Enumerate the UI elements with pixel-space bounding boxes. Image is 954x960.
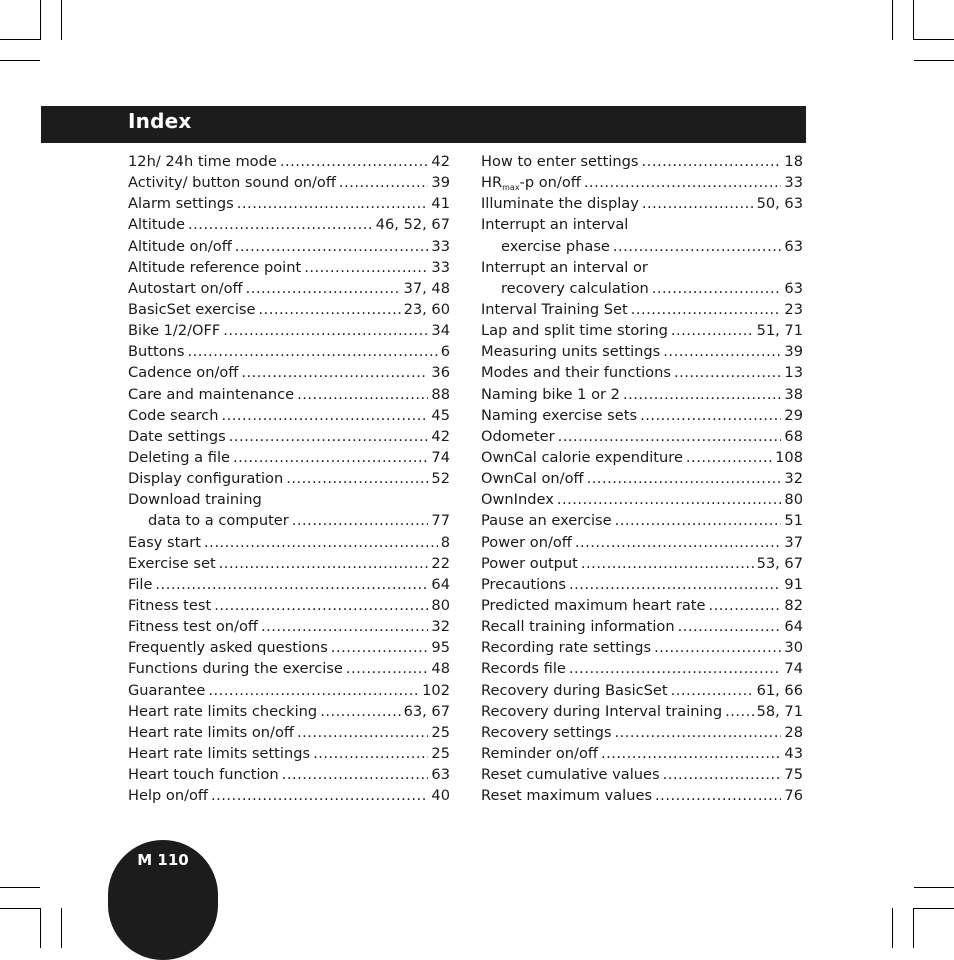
- entry-label: Heart rate limits on/off: [128, 723, 294, 741]
- dot-leader: [686, 447, 772, 468]
- entry-page-number: 53, 67: [756, 554, 803, 572]
- entry-label: Recall training information: [481, 618, 675, 636]
- entry-label: Activity/ button sound on/off: [128, 174, 336, 192]
- index-entry: [128, 341, 450, 362]
- dot-leader: [575, 532, 782, 553]
- entry-label: BasicSet exercise: [128, 300, 256, 318]
- entry-page-number: 64: [784, 618, 803, 636]
- entry-label: Download training: [128, 491, 262, 509]
- dot-leader: [557, 489, 782, 510]
- index-entry: [128, 785, 450, 806]
- crop-mark: [61, 0, 62, 40]
- dot-leader: [569, 574, 781, 595]
- entry-label: OwnCal on/off: [481, 470, 584, 488]
- crop-mark: [914, 39, 954, 40]
- crop-mark: [914, 887, 954, 888]
- entry-label: Guarantee: [128, 681, 206, 699]
- dot-leader: [725, 701, 753, 722]
- entry-label: Interval Training Set: [481, 300, 628, 318]
- entry-label: 12h/ 24h time mode: [128, 153, 277, 170]
- entry-label: Fitness test: [128, 596, 212, 614]
- entry-page-number: 40: [431, 787, 450, 805]
- index-entry: [128, 574, 450, 595]
- entry-label: Functions during the exercise: [128, 660, 343, 678]
- dot-leader: [587, 468, 782, 489]
- entry-label: Autostart on/off: [128, 279, 243, 297]
- crop-mark: [892, 908, 893, 948]
- entry-page-number: 76: [784, 787, 803, 805]
- index-entry: [128, 616, 450, 637]
- dot-leader: [261, 616, 428, 637]
- index-entry: [481, 532, 803, 553]
- dot-leader: [282, 764, 429, 785]
- crop-mark: [61, 908, 62, 948]
- dot-leader: [346, 658, 429, 679]
- entry-page-number: 23: [784, 300, 803, 318]
- index-entry: [481, 574, 803, 595]
- entry-label: Interrupt an interval or: [481, 258, 648, 276]
- entry-label: data to a computer: [148, 512, 289, 530]
- crop-mark: [0, 887, 40, 888]
- dot-leader: [320, 701, 400, 722]
- dot-leader: [304, 257, 428, 278]
- entry-page-number: 108: [775, 448, 803, 466]
- entry-label: Naming bike 1 or 2: [481, 385, 620, 403]
- entry-page-number: 22: [431, 554, 450, 572]
- dot-leader: [674, 362, 781, 383]
- page-title: Index: [128, 109, 192, 133]
- entry-label: Altitude reference point: [128, 258, 302, 276]
- entry-label: Exercise set: [128, 554, 216, 572]
- dot-leader: [663, 341, 781, 362]
- entry-page-number: 38: [784, 385, 803, 403]
- entry-label: Frequently asked questions: [128, 639, 328, 657]
- index-entry: [128, 384, 450, 405]
- entry-page-number: 88: [431, 385, 450, 403]
- index-entry: [128, 257, 450, 278]
- index-entry: [481, 764, 803, 785]
- entry-page-number: 45: [431, 406, 450, 424]
- entry-label: OwnCal calorie expenditure: [481, 448, 683, 466]
- index-entry: [481, 701, 803, 722]
- entry-label: Recovery during Interval training: [481, 702, 723, 720]
- entry-label: Reminder on/off: [481, 744, 598, 762]
- index-entry: [481, 637, 803, 658]
- entry-page-number: 68: [784, 427, 803, 445]
- index-column-left: [128, 151, 450, 806]
- dot-leader: [569, 658, 782, 679]
- entry-label: [481, 172, 581, 193]
- entry-label: recovery calculation: [501, 279, 649, 297]
- entry-label: Recovery settings: [481, 723, 612, 741]
- entry-page-number: 41: [431, 195, 450, 213]
- index-entry: [128, 743, 450, 764]
- index-entry: [481, 193, 803, 214]
- entry-page-number: 33: [431, 237, 450, 255]
- index-entry: [481, 278, 803, 299]
- entry-label: Bike 1/2/OFF: [128, 322, 221, 340]
- entry-page-number: 63: [784, 279, 803, 297]
- index-entry: [481, 320, 803, 341]
- entry-label: Altitude on/off: [128, 237, 232, 255]
- index-entry: [481, 595, 803, 616]
- entry-label: Power output: [481, 554, 578, 572]
- index-entry: [128, 468, 450, 489]
- entry-page-number: 43: [784, 744, 803, 762]
- entry-label: Recovery during BasicSet: [481, 681, 668, 699]
- dot-leader: [237, 193, 429, 214]
- index-entry: [128, 236, 450, 257]
- entry-page-number: 61, 66: [756, 681, 803, 699]
- model-badge: [108, 840, 218, 960]
- entry-label: Fitness test on/off: [128, 618, 258, 636]
- entry-page-number: 33: [784, 174, 803, 192]
- dot-leader: [188, 341, 438, 362]
- dot-leader: [654, 637, 781, 658]
- entry-page-number: 33: [431, 258, 450, 276]
- entry-label: Heart rate limits checking: [128, 702, 318, 720]
- entry-page-number: 32: [431, 618, 450, 636]
- entry-label: Reset cumulative values: [481, 766, 660, 784]
- entry-label: Easy start: [128, 533, 202, 551]
- entry-page-number: 80: [784, 491, 803, 509]
- index-entry: [128, 553, 450, 574]
- dot-leader: [584, 172, 782, 193]
- entry-label: Alarm settings: [128, 195, 234, 213]
- dot-leader: [246, 278, 401, 299]
- entry-label: Precautions: [481, 575, 566, 593]
- index-entry: [128, 595, 450, 616]
- entry-page-number: 25: [431, 744, 450, 762]
- entry-label: Code search: [128, 406, 219, 424]
- dot-leader: [640, 405, 781, 426]
- crop-mark: [913, 908, 914, 948]
- index-entry: [128, 172, 450, 193]
- dot-leader: [623, 384, 781, 405]
- dot-leader: [709, 595, 782, 616]
- index-entry: [128, 320, 450, 341]
- entry-label: Deleting a file: [128, 448, 230, 466]
- entry-label: Recording rate settings: [481, 639, 652, 657]
- crop-mark: [40, 908, 41, 948]
- entry-page-number: 51, 71: [756, 322, 803, 340]
- entry-page-number: 63, 67: [403, 702, 450, 720]
- index-entry: [481, 785, 803, 806]
- dot-leader: [339, 172, 429, 193]
- entry-label: Buttons: [128, 343, 185, 361]
- dot-leader: [601, 743, 781, 764]
- index-entry: [128, 680, 450, 701]
- entry-label-subscript: max: [502, 183, 520, 193]
- entry-page-number: 32: [784, 470, 803, 488]
- index-entry: [481, 151, 803, 172]
- entry-label: Odometer: [481, 427, 555, 445]
- dot-leader: [678, 616, 782, 637]
- dot-leader: [331, 637, 429, 658]
- dot-leader: [188, 214, 373, 235]
- entry-label: Lap and split time storing: [481, 322, 668, 340]
- crop-mark: [913, 0, 914, 40]
- dot-leader: [642, 151, 782, 172]
- entry-label: Heart touch function: [128, 766, 279, 784]
- entry-page-number: 75: [784, 766, 803, 784]
- entry-page-number: 42: [431, 153, 450, 170]
- index-column-right: [481, 151, 803, 806]
- dot-leader: [241, 362, 428, 383]
- index-entry: [128, 489, 450, 510]
- entry-label: Cadence on/off: [128, 364, 239, 382]
- entry-label: Records file: [481, 660, 566, 678]
- crop-mark: [0, 908, 40, 909]
- crop-mark: [40, 0, 41, 40]
- dot-leader: [642, 193, 754, 214]
- index-entry: [128, 447, 450, 468]
- index-header-bar: [41, 106, 806, 143]
- entry-page-number: 30: [784, 639, 803, 657]
- entry-page-number: 48: [431, 660, 450, 678]
- entry-label: Reset maximum values: [481, 787, 653, 805]
- entry-page-number: 52: [431, 470, 450, 488]
- dot-leader: [233, 447, 428, 468]
- dot-leader: [258, 299, 400, 320]
- dot-leader: [297, 384, 428, 405]
- entry-label: Heart rate limits settings: [128, 744, 311, 762]
- entry-label: Naming exercise sets: [481, 406, 638, 424]
- dot-leader: [280, 151, 429, 172]
- index-entry: [481, 426, 803, 447]
- index-entry: [481, 680, 803, 701]
- entry-page-number: 64: [431, 575, 450, 593]
- dot-leader: [615, 722, 782, 743]
- entry-page-number: 51: [784, 512, 803, 530]
- entry-page-number: 82: [784, 596, 803, 614]
- entry-label: Help on/off: [128, 787, 208, 805]
- index-entry: [481, 236, 803, 257]
- entry-page-number: 18: [784, 153, 803, 170]
- entry-page-number: 91: [784, 575, 803, 593]
- dot-leader: [214, 595, 428, 616]
- entry-page-number: 74: [431, 448, 450, 466]
- entry-page-number: 37, 48: [403, 279, 450, 297]
- entry-page-number: 102: [422, 681, 450, 699]
- entry-page-number: 8: [440, 533, 450, 551]
- index-entry: [481, 257, 803, 278]
- dot-leader: [297, 722, 428, 743]
- entry-page-number: 42: [431, 427, 450, 445]
- dot-leader: [292, 510, 429, 531]
- dot-leader: [155, 574, 428, 595]
- index-entry: [128, 701, 450, 722]
- dot-leader: [663, 764, 782, 785]
- dot-leader: [235, 236, 429, 257]
- crop-mark: [892, 0, 893, 40]
- entry-page-number: 29: [784, 406, 803, 424]
- entry-label: Power on/off: [481, 533, 572, 551]
- dot-leader: [652, 278, 782, 299]
- entry-page-number: 39: [431, 174, 450, 192]
- index-entry: [481, 214, 803, 235]
- dot-leader: [671, 320, 754, 341]
- entry-label: Display configuration: [128, 470, 284, 488]
- index-entry: [128, 510, 450, 531]
- index-entry: [481, 299, 803, 320]
- dot-leader: [221, 405, 428, 426]
- entry-label: Date settings: [128, 427, 226, 445]
- crop-mark: [914, 60, 954, 61]
- crop-mark: [0, 60, 40, 61]
- entry-page-number: 50, 63: [756, 195, 803, 213]
- dot-leader: [613, 236, 782, 257]
- entry-label-part: HR: [481, 174, 503, 192]
- index-entry: [481, 722, 803, 743]
- index-entry: [128, 764, 450, 785]
- model-label: M 110: [137, 851, 189, 869]
- entry-label: Illuminate the display: [481, 195, 639, 213]
- entry-page-number: 37: [784, 533, 803, 551]
- index-entry: [481, 341, 803, 362]
- entry-label: Interrupt an interval: [481, 216, 629, 234]
- entry-page-number: 36: [431, 364, 450, 382]
- index-entry: [128, 362, 450, 383]
- index-entry: [481, 384, 803, 405]
- dot-leader: [211, 785, 428, 806]
- dot-leader: [229, 426, 429, 447]
- dot-leader: [581, 553, 754, 574]
- index-entry: [481, 616, 803, 637]
- index-entry: [481, 743, 803, 764]
- entry-page-number: 95: [431, 639, 450, 657]
- entry-page-number: 39: [784, 343, 803, 361]
- entry-label: Altitude: [128, 216, 186, 234]
- entry-page-number: 34: [431, 322, 450, 340]
- entry-label: Care and maintenance: [128, 385, 295, 403]
- entry-label: OwnIndex: [481, 491, 554, 509]
- dot-leader: [219, 553, 429, 574]
- index-entry: [481, 362, 803, 383]
- crop-mark: [914, 908, 954, 909]
- index-entry: [481, 658, 803, 679]
- entry-label: How to enter settings: [481, 153, 639, 170]
- entry-page-number: 77: [431, 512, 450, 530]
- index-entry: [481, 447, 803, 468]
- index-entry: [481, 510, 803, 531]
- entry-page-number: 63: [431, 766, 450, 784]
- dot-leader: [615, 510, 782, 531]
- dot-leader: [204, 532, 438, 553]
- index-entry: [128, 426, 450, 447]
- dot-leader: [631, 299, 782, 320]
- index-entry: [128, 532, 450, 553]
- entry-page-number: 63: [784, 237, 803, 255]
- index-entry: [128, 722, 450, 743]
- entry-label: File: [128, 575, 153, 593]
- entry-label: Modes and their functions: [481, 364, 671, 382]
- dot-leader: [313, 743, 428, 764]
- entry-page-number: 25: [431, 723, 450, 741]
- entry-label: Measuring units settings: [481, 343, 661, 361]
- entry-page-number: 46, 52, 67: [375, 216, 450, 234]
- index-entry: [481, 489, 803, 510]
- dot-leader: [655, 785, 781, 806]
- entry-label-part: -p on/off: [519, 174, 581, 192]
- dot-leader: [286, 468, 428, 489]
- index-entry: [481, 468, 803, 489]
- crop-mark: [0, 39, 40, 40]
- index-entry: [128, 658, 450, 679]
- entry-label: Predicted maximum heart rate: [481, 596, 706, 614]
- index-entry: [128, 214, 450, 235]
- entry-page-number: 6: [440, 343, 450, 361]
- dot-leader: [223, 320, 428, 341]
- entry-page-number: 58, 71: [756, 702, 803, 720]
- index-entry: [128, 299, 450, 320]
- index-entry: [128, 278, 450, 299]
- entry-label: Pause an exercise: [481, 512, 612, 530]
- entry-page-number: 28: [784, 723, 803, 741]
- dot-leader: [671, 680, 754, 701]
- index-entry: [128, 637, 450, 658]
- entry-page-number: 23, 60: [403, 300, 450, 318]
- entry-page-number: 80: [431, 596, 450, 614]
- dot-leader: [208, 680, 419, 701]
- index-entry: [481, 172, 803, 193]
- entry-page-number: 13: [784, 364, 803, 382]
- index-entry: [128, 193, 450, 214]
- entry-label: exercise phase: [501, 237, 610, 255]
- index-entry: [481, 553, 803, 574]
- index-entry: [481, 405, 803, 426]
- dot-leader: [558, 426, 782, 447]
- index-entry: [128, 405, 450, 426]
- entry-page-number: 74: [784, 660, 803, 678]
- index-entry: [128, 151, 450, 172]
